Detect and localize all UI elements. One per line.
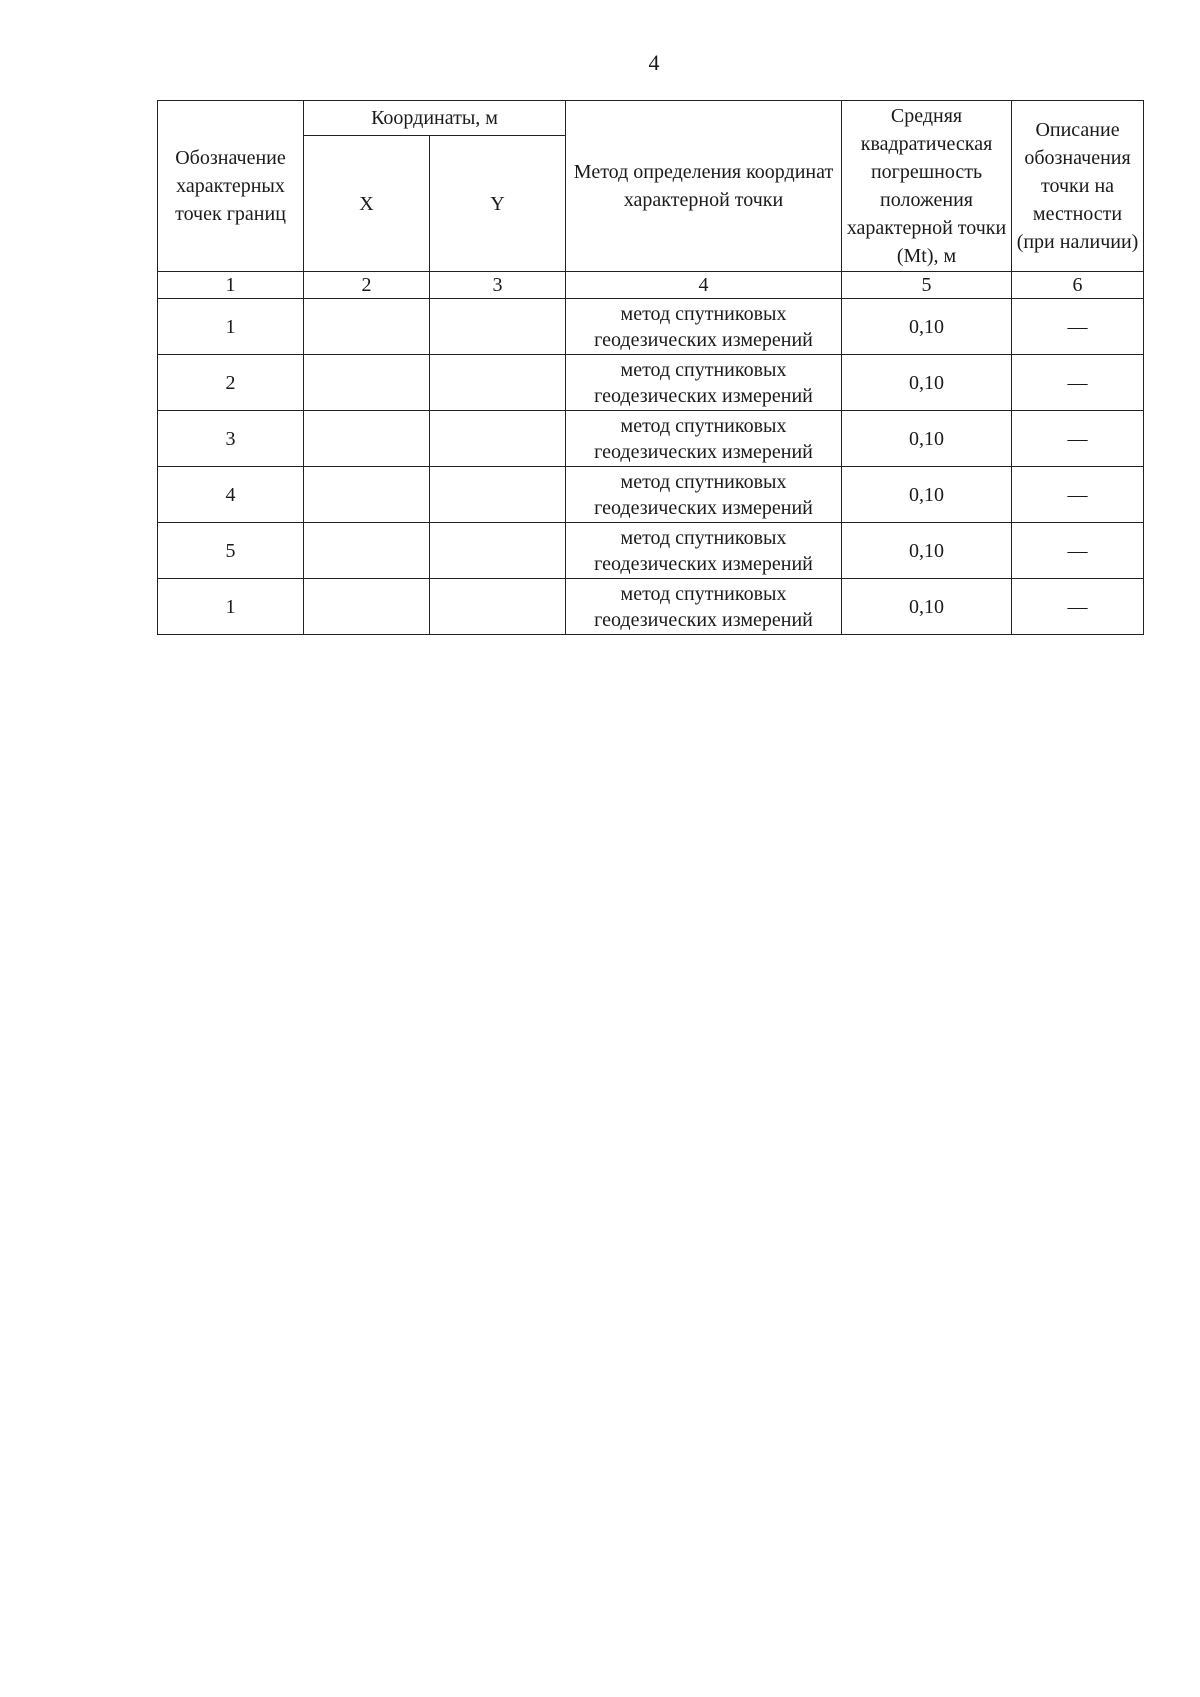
cell-y (430, 411, 566, 467)
cell-description: — (1012, 579, 1144, 635)
cell-y (430, 579, 566, 635)
cell-x (304, 523, 430, 579)
cell-error: 0,10 (842, 579, 1012, 635)
header-mean-square-error: Средняя квадратическая погрешность положения характерной точки (Mt), м (842, 101, 1012, 272)
table-row (158, 355, 1144, 411)
column-number: 1 (158, 272, 304, 299)
cell-x (304, 299, 430, 355)
method-line2: геодезических измерений (594, 496, 813, 519)
cell-x (304, 355, 430, 411)
cell-description: — (1012, 467, 1144, 523)
method-line2: геодезических измерений (594, 608, 813, 631)
method-line1: метод спутниковых (620, 414, 787, 437)
cell-x (304, 467, 430, 523)
method-line1: метод спутниковых (620, 526, 787, 549)
cell-x (304, 411, 430, 467)
cell-method (566, 355, 842, 411)
column-number: 2 (304, 272, 430, 299)
cell-error: 0,10 (842, 355, 1012, 411)
cell-y (430, 299, 566, 355)
cell-method (566, 579, 842, 635)
method-line2: геодезических измерений (594, 552, 813, 575)
method-line1: метод спутниковых (620, 582, 787, 605)
method-line1: метод спутниковых (620, 358, 787, 381)
cell-error: 0,10 (842, 467, 1012, 523)
method-line2: геодезических измерений (594, 328, 813, 351)
cell-y (430, 467, 566, 523)
column-number: 5 (842, 272, 1012, 299)
header-description: Описание обозначения точки на местности (при наличии) (1012, 101, 1144, 272)
table-row (158, 411, 1144, 467)
column-numbers-row (158, 272, 1144, 299)
header-point-designation: Обозначение характерных точек границ (158, 101, 304, 272)
cell-y (430, 523, 566, 579)
cell-description: — (1012, 411, 1144, 467)
cell-description: — (1012, 355, 1144, 411)
method-line1: метод спутниковых (620, 470, 787, 493)
table-row (158, 579, 1144, 635)
cell-description: — (1012, 299, 1144, 355)
cell-method (566, 411, 842, 467)
cell-point: 3 (158, 411, 304, 467)
column-number: 3 (430, 272, 566, 299)
cell-x (304, 579, 430, 635)
header-y: Y (430, 136, 566, 272)
header-coordinates-group: Координаты, м (304, 101, 566, 136)
cell-error: 0,10 (842, 411, 1012, 467)
page-number: 4 (648, 50, 660, 75)
cell-point: 5 (158, 523, 304, 579)
cell-point: 1 (158, 299, 304, 355)
table-row (158, 467, 1144, 523)
cell-method (566, 299, 842, 355)
cell-point: 4 (158, 467, 304, 523)
table-row (158, 523, 1144, 579)
cell-error: 0,10 (842, 523, 1012, 579)
column-number: 6 (1012, 272, 1144, 299)
method-line2: геодезических измерений (594, 384, 813, 407)
header-method: Метод определения координат характерной точки (566, 101, 842, 272)
header-x: X (304, 136, 430, 272)
header-row-top (158, 101, 1144, 136)
cell-y (430, 355, 566, 411)
cell-description: — (1012, 523, 1144, 579)
method-line1: метод спутниковых (620, 302, 787, 325)
cell-error: 0,10 (842, 299, 1012, 355)
cell-point: 2 (158, 355, 304, 411)
column-number: 4 (566, 272, 842, 299)
cell-method (566, 523, 842, 579)
table-row (158, 299, 1144, 355)
boundary-points-table (157, 100, 1144, 635)
cell-method (566, 467, 842, 523)
method-line2: геодезических измерений (594, 440, 813, 463)
cell-point: 1 (158, 579, 304, 635)
